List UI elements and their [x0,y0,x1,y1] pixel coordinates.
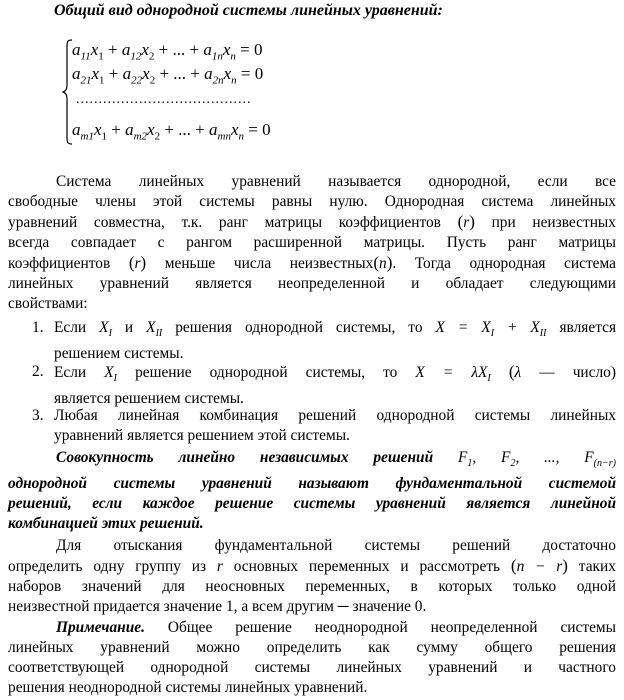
note-paragraph [8,618,616,698]
list-number: 2. [32,363,44,380]
p2-line-2: определить одну группу из r основных переменных и рассмотреть (n − r) таких [8,556,616,575]
note-line-4: решения неоднородной системы линейных уравнений. [8,679,368,696]
section-heading: Общий вид однородной системы линейных уравнений: [54,2,443,19]
list-item-2: 2. Если $X_I$ решение однородной системы, то $X = \lambda X_I$ (λ — число) является решением системы. [32,362,616,408]
equation-row-1: $a_{11}x_1 + a_{12}x_2$ + ... + $a_{1n}x_n = 0$ [72,40,263,63]
p1-line-2: свободные члены этой системы равны нулю. Однородная система линейных [8,193,616,210]
list-item-3: 3. Любая линейная комбинация решений однородной системы линейных уравнений является решением этой системы. [32,407,616,444]
def-line-3: решений, если каждое решение системы уравнений является линейной [8,495,616,513]
p1-line-4: всегда совпадает с рангом расширенной матрицы. Пусть ранг матрицы [8,234,616,251]
p1-line-6: линейных уравнений является неопределенной и обладает следующими [8,275,616,292]
equation-row-m: $a_{m1}x_1 + a_{m2}x_2$ + ... + $a_{mn}x_n = 0$ [72,120,271,143]
p1-line-3: уравнений совместна, т.к. ранг матрицы коэффициентов (r) при неизвестных [8,212,616,231]
list-number: 1. [32,319,44,336]
def-line-1: Совокупность линейно независимых решений $F_1$, $F_2$, ..., $F_{(n-r)}$ [56,449,616,470]
paragraph-homogeneous [8,172,616,314]
p1-line-5: коэффициентов (r) меньше числа неизвестных(n). Тогда однородная система [8,253,616,272]
p1-line-7: свойствами: [8,295,88,312]
paragraph-finding-system [8,536,616,617]
def-line-4: комбинацией этих решений. [8,515,204,533]
list-item-1: 1. Если $X_I$ и $X_{II}$ решения однородной системы, то $X = X_I + X_{II}$ является решением системы. [32,319,617,363]
note-line-2: линейных уравнений можно определить как сумму общего решения [8,639,616,656]
note-line-3: соответствующей однородной системы линейных уравнений и частного [8,659,616,676]
equation-system [62,38,382,146]
p2-line-4: неизвестной придается значение 1, а всем другим ─ значение 0. [8,598,427,615]
p2-line-3: наборов значений для неосновных переменных, в которых только одной [8,578,616,595]
def-line-2: однородной системы уравнений называют фундаментальной системой [8,475,616,493]
equation-row-2: $a_{21}x_1 + a_{22}x_2$ + ... + $a_{2n}x_n = 0$ [72,64,264,87]
p2-line-1: Для отыскания фундаментальной системы решений достаточно [56,537,616,554]
equation-dots: ....................................... [76,92,252,107]
list-number: 3. [32,407,44,424]
note-line-1: Примечание. Общее решение неоднородной неопределенной системы [56,619,616,636]
definition-fundamental-system [8,448,616,534]
p1-line-1: Система линейных уравнений называется однородной, если все [56,173,616,190]
